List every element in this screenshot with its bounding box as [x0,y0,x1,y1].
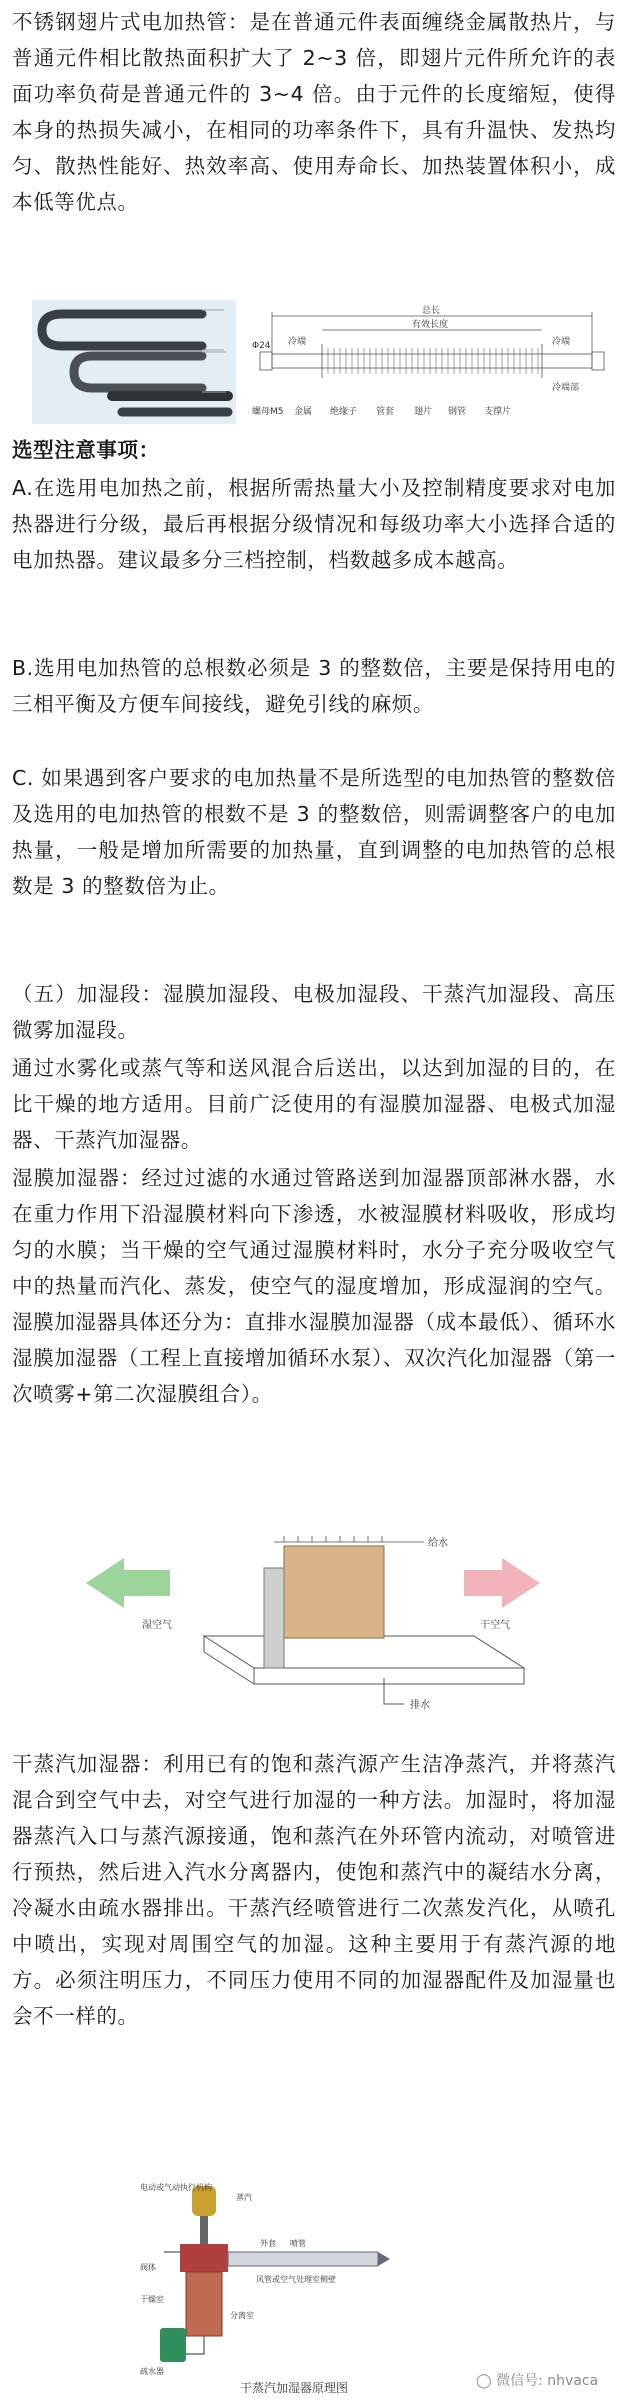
label-sleeve: 管套 [376,407,395,417]
label-nut: 螺母M5 [252,407,284,417]
label-drain: 排水 [410,1700,430,1711]
label-support: 支撑片 [484,407,512,417]
wechat-icon: ◯ [476,2373,497,2389]
humid-general: 通过水雾化或蒸气等和送风混合后送出，以达到加湿的目的，在比干燥的地方适用。目前广泛使用的有湿膜加湿器、电极式加湿器、干蒸汽加湿器。 [12,1056,616,1152]
dry-steam-paragraph: 干蒸汽加湿器：利用已有的饱和蒸汽源产生洁净蒸汽，并将蒸汽混合到空气中去，对空气进行加湿的一种方法。加湿时，将加湿器蒸汽入口与蒸汽源接通，饱和蒸汽在外环管内流动，对喷管进行预热，然后进入汽水分离器内，使饱和蒸汽中的凝结水分离，冷凝水由疏水器排出。干蒸汽经喷管进行二次蒸发汽化，从喷孔中喷出，实现对周围空气的加湿。这种主要用于有蒸汽源的地方。必须注明压力，不同压力使用不同的加湿器配件及加湿量也会不一样的。 [12,1752,616,2028]
heating-tube-photo [32,300,236,424]
label-trap: 疏水器 [140,2367,164,2376]
label-metal: 金属 [294,407,313,417]
label-fin: 翅片 [414,407,433,417]
selection-a: A.在选用电加热之前，根据所需热量大小及控制精度要求对电加热器进行分级，最后再根据分级情况和每级功率大小选择合适的电加热器。建议最多分三档控制，档数越多成本越高。 [12,476,616,572]
dry-steam-diagram [140,2178,440,2398]
wet-air-arrow [86,1558,170,1608]
label-cold-left: 冷端 [288,337,307,347]
heating-tube-schematic [252,304,616,422]
label-actuator: 电动或气动执行机构 [140,2183,212,2192]
label-steam: 蒸汽 [236,2193,252,2202]
label-drying-chamber: 干燥室 [140,2295,164,2304]
wechat-watermark: ◯ 微信号: nhvaca [476,2373,599,2389]
label-duct-wall: 风管或空气处理室侧壁 [256,2275,336,2284]
label-separator: 分离室 [230,2311,254,2320]
selection-c: C. 如果遇到客户要求的电加热量不是所选型的电加热管的整数倍及选用的电加热管的根数不是 3 的整数倍，则需调整客户的电加热量，一般是增加所需要的加热量，直到调整的电加热管的总根数是 3 的整数倍为止。 [12,766,616,898]
label-valve-body: 阀体 [140,2263,156,2272]
steam-trap [160,2328,186,2362]
label-insulator: 绝缘子 [330,407,358,417]
intro-paragraph: 不锈钢翅片式电加热管：是在普通元件表面缠绕金属散热片，与普通元件相比散热面积扩大了 2~3 倍，即翅片元件所允许的表面功率负荷是普通元件的 3~4 倍。由于元件的长度缩短，使得本身的热损失减小，在相同的功率条件下，具有升温快、发热均匀、散热性能好、热效率高、使用寿命长、加热装置体积小，成本低等优点。 [12,10,616,214]
label-diameter: Φ24 [252,341,271,351]
label-nozzle: 喷管 [290,2239,306,2248]
wet-film-diagram [84,1528,552,1728]
label-wet-air: 湿空气 [142,1620,172,1631]
label-effective-length: 有效长度 [412,320,449,330]
fig3-caption: 干蒸汽加湿器原理图 [240,2381,349,2395]
wet-film-media [284,1546,384,1638]
label-water-in: 给水 [428,1538,448,1549]
dry-air-arrow [464,1558,540,1608]
label-cold-right: 冷端 [552,337,571,347]
selection-b: B.选用电加热管的总根数必须是 3 的整数倍，主要是保持用电的三相平衡及方便车间接线，避免引线的麻烦。 [12,656,616,716]
label-steel-tube: 钢管 [448,407,467,417]
label-dry-air: 干空气 [480,1620,510,1631]
wet-film-paragraph: 湿膜加湿器：经过过滤的水通过管路送到加湿器顶部淋水器，水在重力作用下沿湿膜材料向下渗透，水被湿膜材料吸收，形成均匀的水膜；当干燥的空气通过湿膜材料时，水分子充分吸收空气中的热量而汽化、蒸发，使空气的湿度增加，形成湿润的空气。湿膜加湿器具体还分为：直排水湿膜加湿器（成本最低）、循环水湿膜加湿器（工程上直接增加循环水泵）、双次汽化加湿器（第一次喷雾+第二次湿膜组合）。 [12,1166,616,1406]
label-total-length: 总长 [422,306,441,316]
label-jacket: 外套 [260,2239,276,2248]
label-cold-end: 冷端部 [552,383,580,393]
selection-heading: 选型注意事项： [12,438,160,462]
humid-section-heading: （五）加湿段：湿膜加湿段、电极加湿段、干蒸汽加湿段、高压微雾加湿段。 [12,982,616,1042]
